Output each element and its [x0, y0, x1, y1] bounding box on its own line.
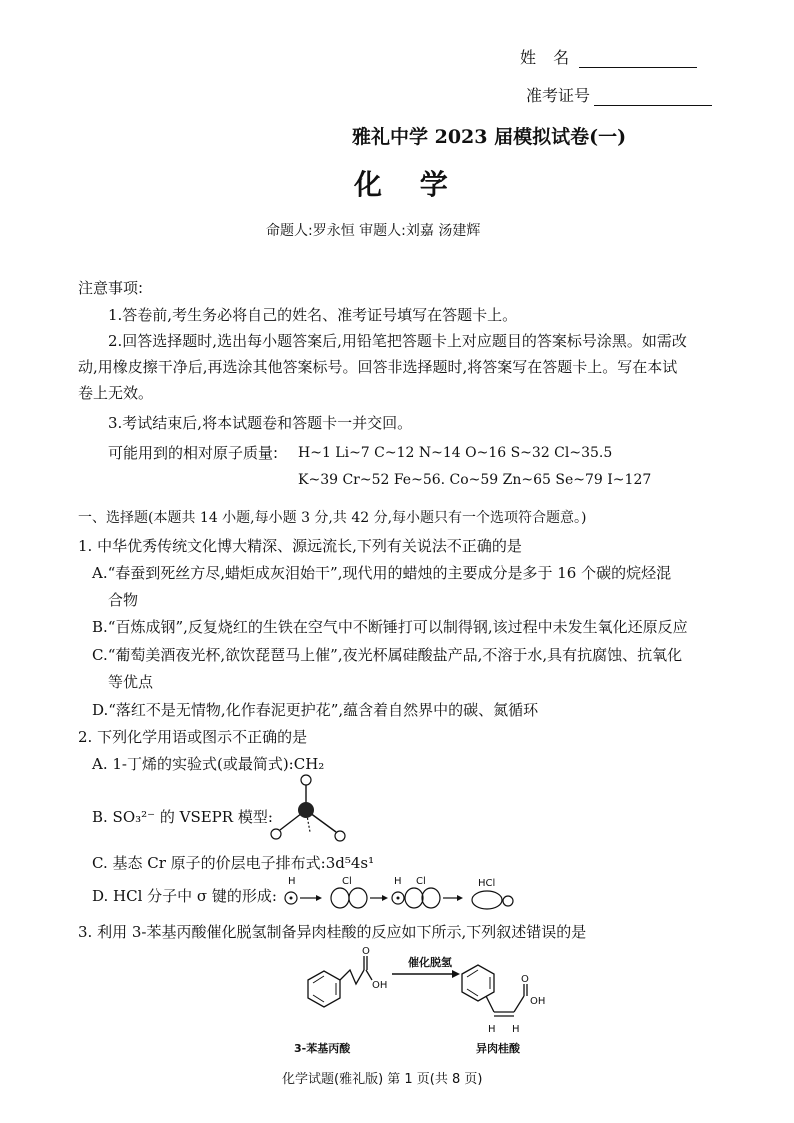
- q1-option-c-line-2: 等优点: [108, 673, 154, 691]
- sigma-bond-small-lobe: [503, 896, 513, 906]
- product-name: 异肉桂酸: [476, 1042, 520, 1055]
- arrow-head: [316, 895, 322, 901]
- school-title: 雅礼中学 2023 届模拟试卷(一): [352, 126, 627, 148]
- cl-p-orbital-lobe: [331, 888, 349, 908]
- cl-p-orbital-lobe: [405, 888, 423, 908]
- atomic-masses-row-1: H~1 Li~7 C~12 N~14 O~16 S~32 Cl~35.5: [298, 445, 613, 461]
- notice-item-2-line-3: 卷上无效。: [78, 384, 154, 402]
- q3-stem: 3. 利用 3-苯基丙酸催化脱氢制备异肉桂酸的反应如下所示,下列叙述错误的是: [78, 923, 587, 941]
- q1-option-a-line-1: A.“春蚕到死丝方尽,蜡炬成灰泪始干”,现代用的蜡烛的主要成分是多于 16 个碳的烷烃混: [92, 564, 672, 582]
- ring-double-bond: [467, 989, 478, 996]
- arrow-head: [382, 895, 388, 901]
- name-blank: [579, 49, 697, 68]
- oxygen-label: O: [362, 946, 370, 957]
- notice-item-2-line-1: 2.回答选择题时,选出每小题答案后,用铅笔把答题卡上对应题目的答案标号涂黑。如需改: [108, 332, 687, 350]
- notice-item-3: 3.考试结束后,将本试题卷和答题卡一并交回。: [108, 414, 413, 432]
- ring-double-bond: [467, 970, 478, 977]
- outer-atom: [271, 829, 281, 839]
- exam-id-field: [526, 86, 712, 106]
- exam-id-blank: [594, 87, 712, 106]
- q1-option-d: D.“落红不是无情物,化作春泥更护花”,蕴含着自然界中的碳、氮循环: [92, 701, 539, 719]
- cl-atom-label: Cl: [342, 876, 352, 887]
- reaction-scheme: [280, 944, 570, 1062]
- oxygen-label: O: [521, 974, 529, 985]
- hcl-sigma-bond-diagram: [282, 874, 522, 918]
- q2-option-b: B. SO₃²⁻ 的 VSEPR 模型:: [92, 808, 273, 826]
- notice-item-1: 1.答卷前,考生务必将自己的姓名、准考证号填写在答题卡上。: [108, 306, 518, 324]
- vinyl-bond: [486, 996, 494, 1012]
- notice-item-2-line-2: 动,用橡皮擦干净后,再选涂其他答案标号。回答非选择题时,将答案写在答题卡上。写在本试: [78, 358, 678, 376]
- authors-line: 命题人:罗永恒 审题人:刘嘉 汤建辉: [266, 223, 481, 239]
- reactant-name: 3-苯基丙酸: [294, 1042, 351, 1055]
- hydroxyl-label: OH: [372, 980, 388, 991]
- q1-option-a-line-2: 合物: [108, 591, 139, 609]
- exam-id-label: 准考证号: [526, 86, 591, 105]
- notice-heading: 注意事项:: [78, 279, 144, 297]
- electron-dot: [290, 897, 293, 900]
- outer-atom: [335, 831, 345, 841]
- hydrogen-label: H: [488, 1024, 496, 1035]
- cl-p-orbital-lobe: [349, 888, 367, 908]
- q2-option-d: D. HCl 分子中 σ 键的形成:: [92, 887, 277, 905]
- reaction-arrow-head: [452, 970, 460, 978]
- q2-option-c: C. 基态 Cr 原子的价层电子排布式:3d⁵4s¹: [92, 854, 375, 872]
- subject-title: 化 学: [354, 168, 462, 201]
- page-footer: 化学试题(雅礼版) 第 1 页(共 8 页): [282, 1072, 483, 1087]
- atomic-masses-row-2: K~39 Cr~52 Fe~56. Co~59 Zn~65 Se~79 I~127: [298, 472, 652, 488]
- q1-stem: 1. 中华优秀传统文化博大精深、源远流长,下列有关说法不正确的是: [78, 537, 522, 555]
- vsepr-model-diagram: [262, 772, 362, 850]
- arrow-head: [457, 895, 463, 901]
- hcl-label: HCl: [478, 878, 496, 889]
- electron-dot: [397, 897, 400, 900]
- q1-option-b: B.“百炼成钢”,反复烧红的生铁在空气中不断锤打可以制得钢,该过程中未发生氧化还原反应: [92, 618, 688, 636]
- carboxyl-bond: [514, 996, 524, 1012]
- cl-p-orbital-lobe: [422, 888, 440, 908]
- q2-stem: 2. 下列化学用语或图示不正确的是: [78, 728, 308, 746]
- q1-option-c-line-1: C.“葡萄美酒夜光杯,欲饮琵琶马上催”,夜光杯属硅酸盐产品,不溶于水,具有抗腐蚀、抗氧化: [92, 646, 683, 664]
- hydroxyl-label: OH: [530, 996, 546, 1007]
- sigma-bond-orbital: [472, 891, 502, 909]
- section-heading: 一、选择题(本题共 14 小题,每小题 3 分,共 42 分,每小题只有一个选项符合题意。): [78, 510, 587, 526]
- q2-option-a: A. 1-丁烯的实验式(或最简式):CH₂: [92, 755, 325, 773]
- outer-atom: [301, 775, 311, 785]
- name-label: 姓 名: [520, 48, 576, 67]
- alkyl-chain: [340, 970, 364, 984]
- cl-atom-label: Cl: [416, 876, 426, 887]
- hydrogen-label: H: [512, 1024, 520, 1035]
- ring-double-bond: [313, 976, 324, 983]
- ring-double-bond: [313, 995, 324, 1002]
- h-atom-label: H: [288, 876, 296, 887]
- atomic-masses-label: 可能用到的相对原子质量:: [108, 444, 279, 462]
- hydroxyl-bond: [366, 970, 372, 980]
- central-atom: [298, 802, 314, 818]
- reaction-condition: 催化脱氢: [408, 956, 452, 969]
- h-atom-label: H: [394, 876, 402, 887]
- name-field: [520, 48, 697, 68]
